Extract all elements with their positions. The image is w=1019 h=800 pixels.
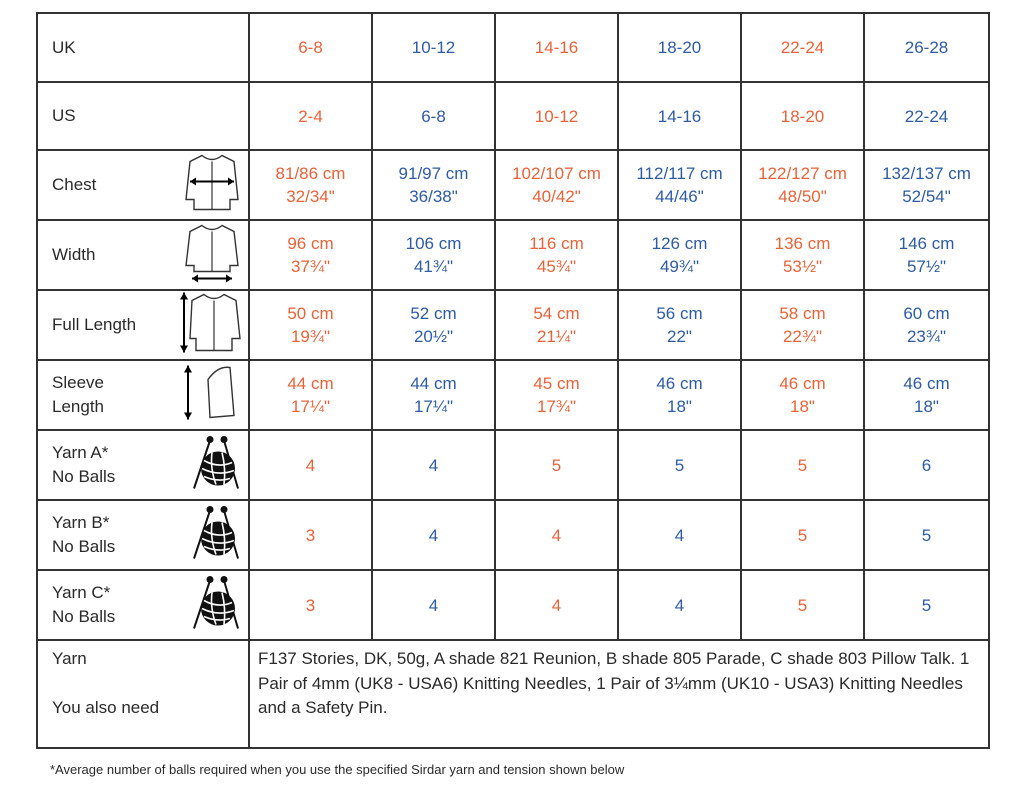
uk-size-row	[37, 13, 989, 82]
yarn-c-cell: 3	[249, 570, 372, 640]
us-label: US	[37, 82, 249, 150]
chest-cell: 112/117 cm 44/46"	[618, 150, 741, 220]
uk-size: 26-28	[864, 13, 989, 82]
yarn-a-cell: 6	[864, 430, 989, 500]
full-length-cell: 58 cm 22¾"	[741, 290, 864, 360]
yarn-a-cell: 4	[249, 430, 372, 500]
us-size: 22-24	[864, 82, 989, 150]
yarn-c-cell: 4	[372, 570, 495, 640]
size-chart-table	[36, 12, 990, 749]
yarn-info-labels	[37, 640, 249, 748]
yarn-a-cell: 4	[372, 430, 495, 500]
chest-cell: 132/137 cm 52/54"	[864, 150, 989, 220]
yarn-a-cell: 5	[741, 430, 864, 500]
sleeve-length-row	[37, 360, 989, 430]
yarn-c-cell: 5	[864, 570, 989, 640]
yarn-ball-icon	[190, 575, 242, 636]
detail-line: B shade 805 Parade, C shade 803 Pillow Talk.	[605, 649, 956, 668]
width-cell: 96 cm 37¾"	[249, 220, 372, 290]
uk-size: 6-8	[249, 13, 372, 82]
chest-cell: 122/127 cm 48/50"	[741, 150, 864, 220]
chest-cell: 81/86 cm 32/34"	[249, 150, 372, 220]
yarn-b-cell: 5	[864, 500, 989, 570]
full-length-cell: 56 cm 22"	[618, 290, 741, 360]
yarn-label: Yarn	[52, 649, 87, 668]
yarn-a-cell: 5	[495, 430, 618, 500]
width-cell: 146 cm 57½"	[864, 220, 989, 290]
yarn-info-details	[249, 640, 989, 748]
sleeve-length-cell: 46 cm 18"	[741, 360, 864, 430]
footnote: *Average number of balls required when you use the specified Sirdar yarn and tension shown below	[50, 762, 625, 777]
yarn-c-cell: 4	[495, 570, 618, 640]
detail-line: 1 Pair of 3¼mm (UK10 - USA3) Knitting Needles and a Safety Pin.	[258, 673, 963, 717]
width-cell: 126 cm 49¾"	[618, 220, 741, 290]
yarn-b-cell: 4	[372, 500, 495, 570]
yarn-a-label: Yarn A* No Balls	[37, 430, 249, 500]
full-length-row	[37, 290, 989, 360]
width-cell: 116 cm 45¾"	[495, 220, 618, 290]
sleeve-length-cell: 46 cm 18"	[864, 360, 989, 430]
detail-line: F137 Stories, DK, 50g, A shade 821 Reunion,	[258, 649, 602, 668]
us-size: 2-4	[249, 82, 372, 150]
uk-label: UK	[37, 13, 249, 82]
width-cell: 136 cm 53½"	[741, 220, 864, 290]
yarn-b-label: Yarn B* No Balls	[37, 500, 249, 570]
also-need-label: You also need	[52, 698, 160, 717]
full-length-cell: 52 cm 20½"	[372, 290, 495, 360]
yarn-info-row	[37, 640, 989, 748]
chest-diagram-icon	[182, 152, 242, 219]
yarn-b-cell: 5	[741, 500, 864, 570]
yarn-a-cell: 5	[618, 430, 741, 500]
uk-size: 22-24	[741, 13, 864, 82]
chest-label: Chest	[37, 150, 249, 220]
detail-line: 1 Pair of 4mm (UK8 - USA6) Knitting Needles,	[258, 649, 970, 693]
yarn-c-label: Yarn C* No Balls	[37, 570, 249, 640]
sleeve-length-label: Sleeve Length	[37, 360, 249, 430]
sleeve-diagram-icon	[178, 362, 242, 429]
full-length-cell: 54 cm 21¼"	[495, 290, 618, 360]
width-label: Width	[37, 220, 249, 290]
us-size-row	[37, 82, 989, 150]
sleeve-length-cell: 45 cm 17¾"	[495, 360, 618, 430]
width-row	[37, 220, 989, 290]
chest-cell: 91/97 cm 36/38"	[372, 150, 495, 220]
sleeve-length-cell: 44 cm 17¼"	[249, 360, 372, 430]
full-length-cell: 50 cm 19¾"	[249, 290, 372, 360]
yarn-b-row	[37, 500, 989, 570]
yarn-b-cell: 4	[618, 500, 741, 570]
chest-cell: 102/107 cm 40/42"	[495, 150, 618, 220]
yarn-ball-icon	[190, 435, 242, 496]
yarn-b-cell: 3	[249, 500, 372, 570]
sleeve-length-cell: 46 cm 18"	[618, 360, 741, 430]
full-length-label: Full Length	[37, 290, 249, 360]
yarn-c-cell: 5	[741, 570, 864, 640]
uk-size: 18-20	[618, 13, 741, 82]
length-diagram-icon	[178, 291, 242, 360]
sleeve-length-cell: 44 cm 17¼"	[372, 360, 495, 430]
us-size: 18-20	[741, 82, 864, 150]
us-size: 6-8	[372, 82, 495, 150]
chest-row	[37, 150, 989, 220]
width-diagram-icon	[182, 222, 242, 289]
yarn-c-cell: 4	[618, 570, 741, 640]
uk-size: 10-12	[372, 13, 495, 82]
yarn-b-cell: 4	[495, 500, 618, 570]
us-size: 10-12	[495, 82, 618, 150]
yarn-ball-icon	[190, 505, 242, 566]
full-length-cell: 60 cm 23¾"	[864, 290, 989, 360]
width-cell: 106 cm 41¾"	[372, 220, 495, 290]
uk-size: 14-16	[495, 13, 618, 82]
us-size: 14-16	[618, 82, 741, 150]
yarn-c-row	[37, 570, 989, 640]
yarn-a-row	[37, 430, 989, 500]
